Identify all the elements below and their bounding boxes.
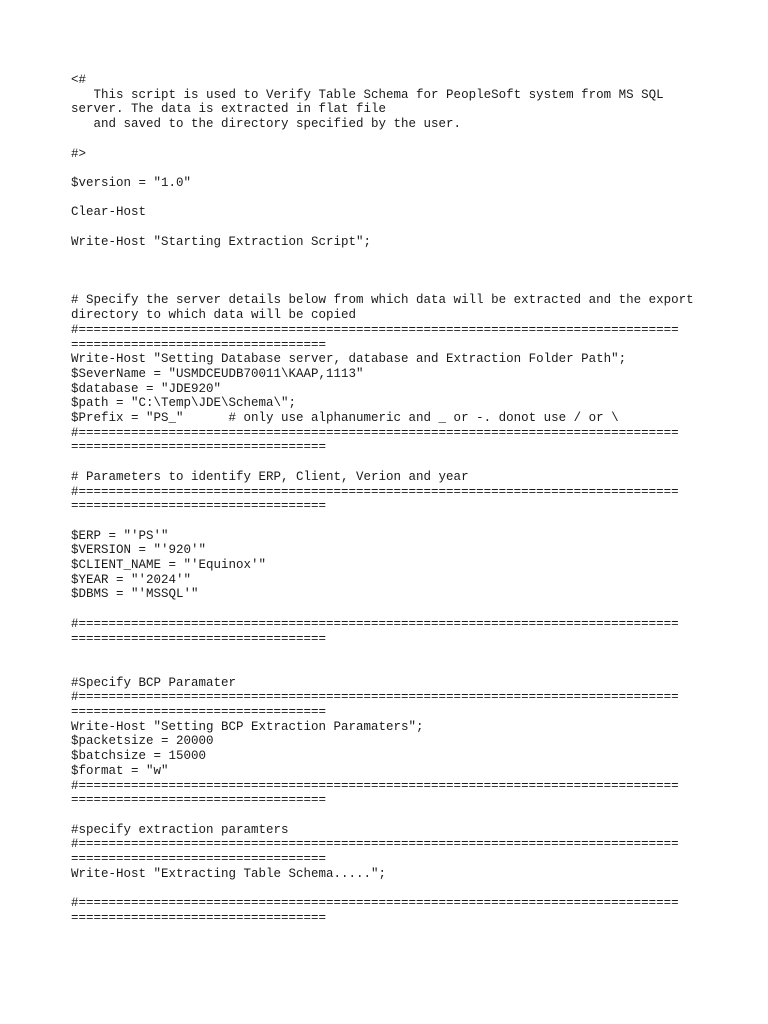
code-line: # Parameters to identify ERP, Client, Verion and year — [71, 469, 469, 484]
code-line: $DBMS = "'MSSQL'" — [71, 587, 199, 602]
script-listing — [71, 73, 711, 926]
code-line: #================================================================================ — [71, 690, 679, 705]
code-line: $format = "w" — [71, 763, 169, 778]
code-line: #specify extraction paramters — [71, 822, 289, 837]
code-line: $batchsize = 15000 — [71, 749, 207, 764]
code-line — [71, 279, 711, 294]
code-line — [71, 161, 711, 176]
code-line: $CLIENT_NAME = "'Equinox'" — [71, 558, 267, 573]
code-line — [71, 220, 711, 235]
code-line: ================================== — [71, 499, 327, 514]
code-line: ================================== — [71, 337, 327, 352]
code-line: #Specify BCP Paramater — [71, 675, 237, 690]
code-line: $version = "1.0" — [71, 175, 192, 190]
code-line: ================================== — [71, 910, 327, 925]
code-line: directory to which data will be copied — [71, 308, 357, 323]
code-line — [71, 646, 711, 661]
code-line — [71, 808, 711, 823]
code-line: $ERP = "'PS'" — [71, 528, 169, 543]
code-line — [71, 661, 711, 676]
code-line: ================================== — [71, 631, 327, 646]
code-line: This script is used to Verify Table Schema for PeopleSoft system from MS SQL — [71, 87, 664, 102]
code-line: #================================================================================ — [71, 425, 679, 440]
code-line: server. The data is extracted in flat file — [71, 102, 387, 117]
code-line: ================================== — [71, 440, 327, 455]
code-line — [71, 191, 711, 206]
code-line: #================================================================================ — [71, 322, 679, 337]
code-line — [71, 514, 711, 529]
code-line: ================================== — [71, 705, 327, 720]
code-line: Write-Host "Extracting Table Schema....."; — [71, 866, 387, 881]
code-line: $database = "JDE920" — [71, 381, 222, 396]
code-line: and saved to the directory specified by the user. — [71, 117, 462, 132]
code-line: ================================== — [71, 793, 327, 808]
code-line: $YEAR = "'2024'" — [71, 572, 192, 587]
code-line: $SeverName = "USMDCEUDB70011\KAAP,1113" — [71, 366, 364, 381]
code-line: <# — [71, 73, 87, 87]
code-line: Write-Host "Starting Extraction Script"; — [71, 234, 372, 249]
code-line — [71, 455, 711, 470]
code-line: #================================================================================ — [71, 778, 679, 793]
code-line — [71, 264, 711, 279]
code-line: Write-Host "Setting Database server, database and Extraction Folder Path"; — [71, 352, 627, 367]
code-line: $Prefix = "PS_" # only use alphanumeric and _ or -. donot use / or \ — [71, 411, 619, 426]
code-line — [71, 132, 711, 147]
code-line: #================================================================================ — [71, 484, 679, 499]
code-line: $path = "C:\Temp\JDE\Schema\"; — [71, 396, 297, 411]
code-line: #================================================================================ — [71, 896, 679, 911]
code-line: #================================================================================ — [71, 616, 679, 631]
code-line: # Specify the server details below from which data will be extracted and the export — [71, 293, 694, 308]
code-line: Write-Host "Setting BCP Extraction Paramaters"; — [71, 719, 424, 734]
code-line — [71, 602, 711, 617]
code-line — [71, 249, 711, 264]
code-line: $packetsize = 20000 — [71, 734, 214, 749]
code-line: $VERSION = "'920'" — [71, 543, 207, 558]
code-line: #================================================================================ — [71, 837, 679, 852]
code-line: ================================== — [71, 852, 327, 867]
code-line — [71, 881, 711, 896]
code-line: Clear-Host — [71, 205, 147, 220]
code-line: #> — [71, 146, 87, 161]
